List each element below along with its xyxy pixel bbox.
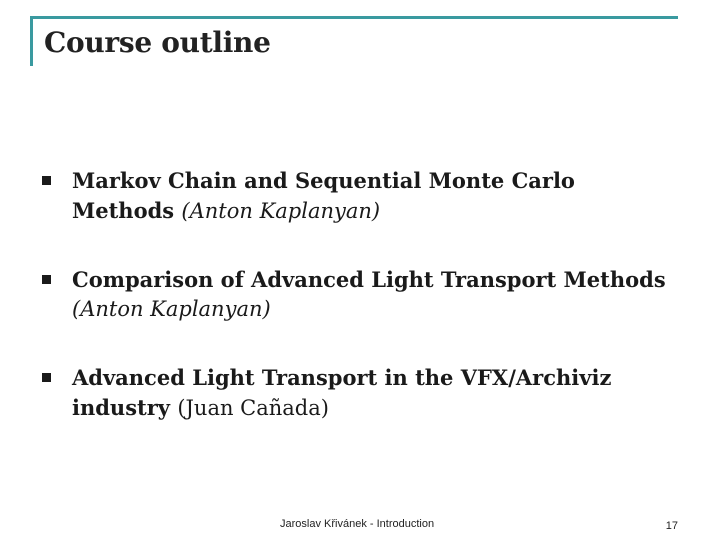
- page-number: 17: [665, 520, 678, 532]
- square-bullet-icon: [42, 275, 51, 284]
- slide-footer: Jaroslav Křivánek - Introduction: [280, 518, 435, 530]
- item-title: Advanced Light Transport in the VFX/Archiviz industry: [72, 365, 612, 420]
- list-item: [40, 166, 680, 226]
- item-author: (Juan Cañada): [177, 396, 329, 420]
- slide-frame-left-line: [30, 16, 33, 66]
- list-item: [40, 265, 680, 324]
- item-author: (Anton Kaplanyan): [181, 199, 381, 223]
- square-bullet-icon: [42, 373, 51, 382]
- square-bullet-icon: [42, 176, 51, 185]
- item-title: Markov Chain and Sequential Monte Carlo Methods: [72, 168, 575, 223]
- slide-title: Course outline: [44, 26, 271, 59]
- course-outline-list: [40, 166, 680, 462]
- item-title: Comparison of Advanced Light Transport Methods: [72, 267, 666, 292]
- slide-frame-top-line: [30, 16, 678, 19]
- list-item: [40, 363, 680, 423]
- item-author: (Anton Kaplanyan): [72, 297, 271, 321]
